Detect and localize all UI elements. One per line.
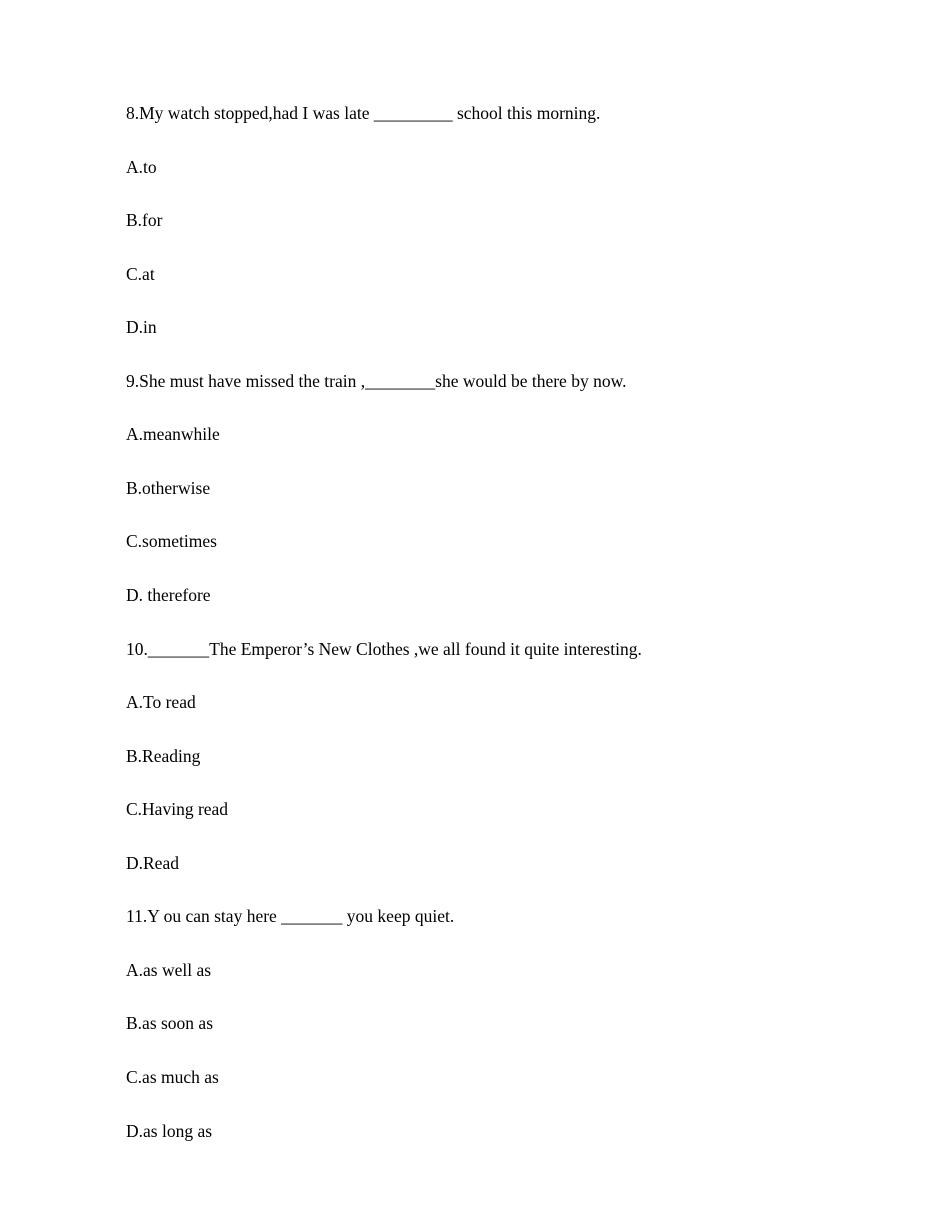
question-9-option-b: B.otherwise	[126, 478, 211, 498]
question-9-option-d: D. therefore	[126, 585, 211, 605]
question-10-stem: 10._______The Emperor’s New Clothes ,we all found it quite interesting.	[126, 639, 642, 659]
question-9-option-c: C.sometimes	[126, 531, 217, 551]
question-11-option-a: A.as well as	[126, 960, 212, 980]
question-11-option-b: B.as soon as	[126, 1013, 214, 1033]
question-8-option-c: C.at	[126, 264, 155, 284]
question-8-option-a: A.to	[126, 157, 157, 177]
question-11-option-c: C.as much as	[126, 1067, 219, 1087]
question-8-stem: 8.My watch stopped,had I was late _________ school this morning.	[126, 103, 601, 123]
question-8-option-d: D.in	[126, 317, 157, 337]
question-10-option-b: B.Reading	[126, 746, 201, 766]
question-9-option-a: A.meanwhile	[126, 424, 220, 444]
question-11-option-d: D.as long as	[126, 1121, 213, 1141]
question-8-option-b: B.for	[126, 210, 163, 230]
question-10-option-a: A.To read	[126, 692, 196, 712]
question-11-stem: 11.Y ou can stay here _______ you keep quiet.	[126, 906, 455, 926]
question-10-option-c: C.Having read	[126, 799, 229, 819]
question-9-stem: 9.She must have missed the train ,________she would be there by now.	[126, 371, 627, 391]
question-10-option-d: D.Read	[126, 853, 179, 873]
